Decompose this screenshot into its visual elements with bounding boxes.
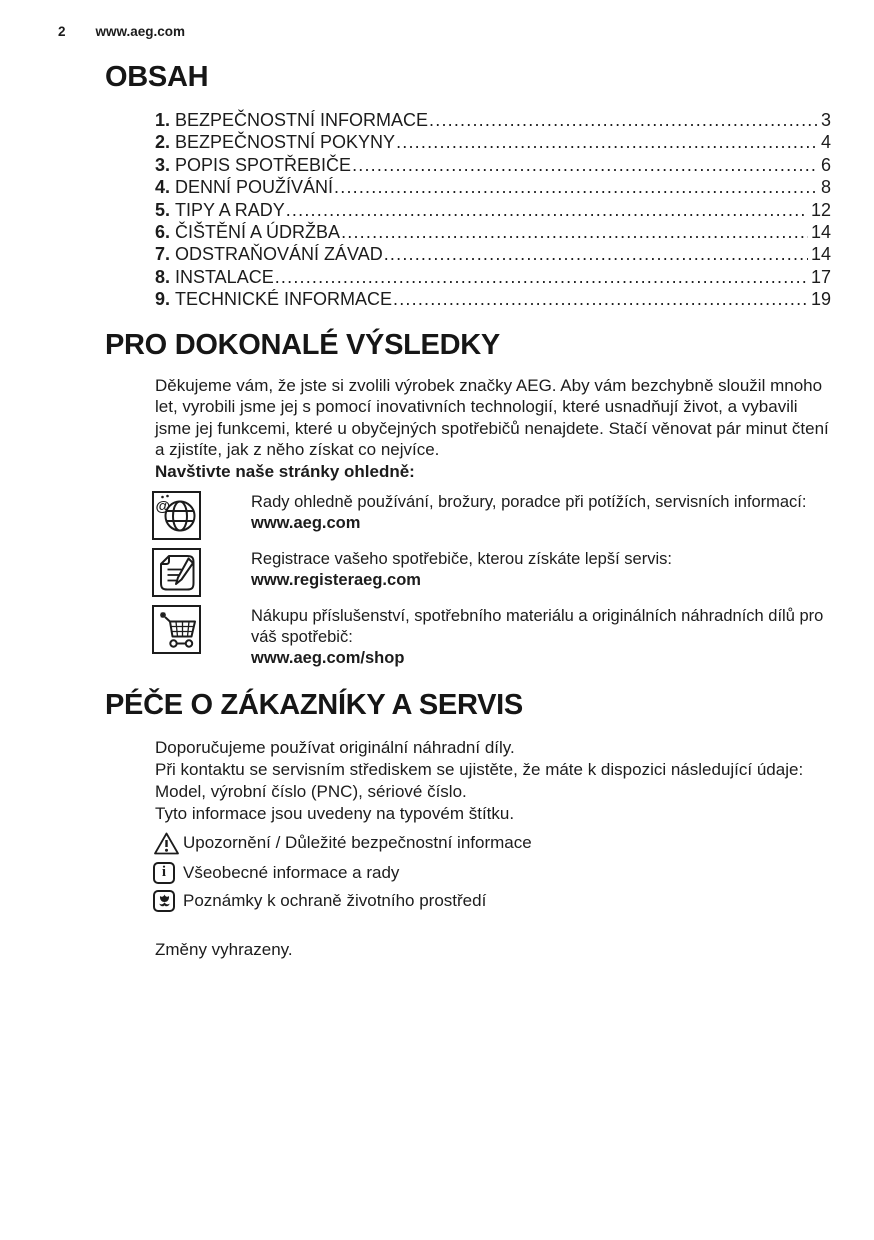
toc-leader-dots: [286, 199, 808, 221]
globe-at-icon: [152, 491, 201, 540]
info-icon: i: [153, 862, 183, 884]
toc-entry-title: ODSTRAŇOVÁNÍ ZÁVAD: [175, 244, 383, 265]
link-description: Nákupu příslušenství, spotřebního materiálu a originálních náhradních dílů pro váš spotřebič:: [251, 606, 824, 646]
toc-entry-title: ČIŠTĚNÍ A ÚDRŽBA: [175, 222, 341, 243]
toc-leader-dots: [334, 176, 818, 198]
toc-entry-title: TIPY A RADY: [175, 199, 285, 220]
page-header: [0, 0, 874, 39]
toc-entry-number: 1.: [155, 110, 171, 130]
legend-note-text: Všeobecné informace a rady: [183, 862, 400, 882]
toc-entry-title: BEZPEČNOSTNÍ POKYNY: [175, 132, 396, 153]
legend-note-row: [155, 862, 831, 884]
toc-entry-title: DENNÍ POUŽÍVÁNÍ: [175, 177, 334, 198]
care-text-line: Při kontaktu se servisním střediskem se ujistěte, že máte k dispozici následující údaje: Model, výrobní číslo (PNC), sériové číslo.: [155, 759, 804, 801]
legend-note-row: [155, 890, 831, 912]
legend-note-text: Upozornění / Důležité bezpečnostní informace: [183, 833, 532, 853]
toc-leader-dots: [396, 131, 818, 153]
toc-entry-page: 14: [810, 222, 831, 243]
header-website: www.aeg.com: [95, 24, 186, 39]
visit-label: Navštivte naše stránky ohledně:: [155, 462, 415, 482]
toc-leader-dots: [352, 154, 818, 176]
toc-entry[interactable]: [155, 243, 831, 265]
shopping-cart-icon: [152, 605, 201, 654]
toc-entry[interactable]: [155, 154, 831, 176]
toc-entry[interactable]: [155, 266, 831, 288]
toc-entry-title: BEZPEČNOSTNÍ INFORMACE: [175, 110, 429, 130]
toc-entry-title: INSTALACE: [175, 266, 274, 287]
toc-entry-number: 2.: [155, 132, 171, 153]
page-number: 2: [58, 24, 66, 39]
toc-entry[interactable]: [155, 199, 831, 221]
toc-entry[interactable]: [155, 109, 831, 131]
toc-leader-dots: [341, 221, 808, 243]
toc-leader-dots: [429, 109, 818, 131]
legend-note-row: [155, 831, 831, 856]
warning-triangle-icon: [153, 831, 183, 856]
toc-entry-page: 6: [820, 154, 831, 175]
toc-entry-number: 8.: [155, 266, 171, 287]
toc-entry-page: 12: [810, 199, 831, 220]
perfect-results-section: [155, 375, 831, 669]
perfect-results-heading: PRO DOKONALÉ VÝSLEDKY: [105, 328, 500, 361]
website-link-row: [155, 548, 831, 597]
register-document-icon: [152, 548, 201, 597]
link-url[interactable]: www.registeraeg.com: [251, 570, 421, 589]
toc-entry[interactable]: [155, 176, 831, 198]
care-text-line: Tyto informace jsou uvedeny na typovém štítku.: [155, 803, 515, 823]
toc-entry-page: 14: [810, 244, 831, 265]
customer-care-section: [155, 737, 831, 960]
svg-text:@: @: [155, 498, 170, 516]
toc-heading: OBSAH: [105, 61, 209, 93]
website-link-row: [155, 605, 831, 669]
toc-entry[interactable]: [155, 221, 831, 243]
toc-entry-number: 3.: [155, 154, 171, 175]
environment-icon: [153, 890, 183, 912]
toc-entry[interactable]: [155, 288, 831, 310]
toc-entry[interactable]: [155, 131, 831, 153]
toc-entry-page: 3: [820, 110, 831, 130]
toc-entry-title: POPIS SPOTŘEBIČE: [175, 154, 352, 175]
toc-entry-number: 4.: [155, 177, 171, 198]
website-link-row: [155, 491, 831, 540]
toc-entry-page: 4: [820, 132, 831, 153]
toc-leader-dots: [384, 243, 808, 265]
toc-entry-number: 7.: [155, 244, 171, 265]
link-description: Registrace vašeho spotřebiče, kterou získáte lepší servis:: [251, 549, 672, 568]
legend-note-text: Poznámky k ochraně životního prostředí: [183, 890, 487, 910]
table-of-contents: [155, 109, 831, 311]
toc-entry-page: 17: [810, 266, 831, 287]
toc-entry-number: 5.: [155, 199, 171, 220]
intro-paragraph: Děkujeme vám, že jste si zvolili výrobek značky AEG. Aby vám bezchybně sloužil mnoho let, vyrobili jsme jej s pomocí inovativních technologií, které usnadňují život, a vybavili jsme jej funkcemi, které u obyčejných spotřebičů nenajdete. Stačí věnovat pár minut čtení a zjistíte, jak z něho získat co nejvíce.: [155, 375, 829, 460]
link-url[interactable]: www.aeg.com/shop: [251, 648, 405, 667]
toc-entry-page: 19: [810, 289, 831, 310]
toc-entry-number: 9.: [155, 289, 171, 310]
link-url[interactable]: www.aeg.com: [251, 513, 361, 532]
link-description: Rady ohledně používání, brožury, poradce při potížích, servisních informací:: [251, 492, 807, 511]
toc-leader-dots: [393, 288, 808, 310]
changes-reserved-note: Změny vyhrazeny.: [155, 939, 293, 959]
toc-entry-title: TECHNICKÉ INFORMACE: [175, 289, 393, 310]
toc-entry-number: 6.: [155, 222, 171, 243]
toc-entry-page: 8: [820, 177, 831, 198]
customer-care-heading: PÉČE O ZÁKAZNÍKY A SERVIS: [105, 688, 523, 721]
toc-leader-dots: [275, 266, 808, 288]
care-text-line: Doporučujeme používat originální náhradní díly.: [155, 737, 515, 757]
